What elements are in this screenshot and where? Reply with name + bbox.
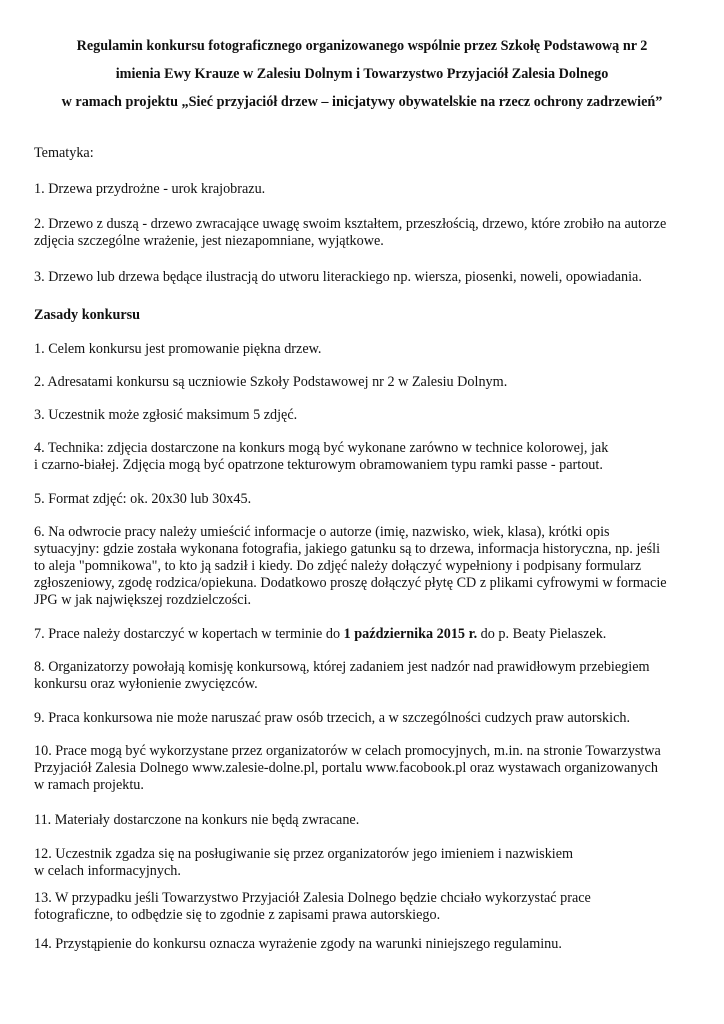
rule-12-line-1: 12. Uczestnik zgadza się na posługiwanie się przez organizatorów jego imieniem i nazwiskiem (34, 846, 574, 862)
rule-2: 2. Adresatami konkursu są uczniowie Szkoły Podstawowej nr 2 w Zalesiu Dolnym. (34, 374, 508, 390)
rule-6-line-4: zgłoszeniowy, zgodę rodzica/opiekuna. Dodatkowo proszę dołączyć płytę CD z plikami cyfrowymi w formacie (34, 575, 667, 591)
rule-6-line-1: 6. Na odwrocie pracy należy umieścić informacje o autorze (imię, nazwisko, wiek, klasa), krótki opis (34, 524, 610, 540)
rule-6 (34, 524, 704, 609)
rule-10-line-2: Przyjaciół Zalesia Dolnego www.zalesie-dolne.pl, portalu www.facobook.pl oraz wystawach organizowanych (34, 760, 658, 776)
rule-6-line-3: to aleja "pomnikowa", to kto ją sadził i kiedy. Do zdjęć należy dołączyć wypełniony i podpisany formularz (34, 558, 642, 574)
rule-12 (34, 846, 704, 880)
rule-7-text-start: 7. Prace należy dostarczyć w kopertach w terminie do (34, 626, 344, 642)
topic-item-2 (34, 216, 704, 250)
rule-11: 11. Materiały dostarczone na konkurs nie będą zwracane. (34, 812, 360, 828)
rule-4 (34, 440, 704, 474)
rule-14: 14. Przystąpienie do konkursu oznacza wyrażenie zgody na warunki niniejszego regulaminu. (34, 936, 562, 952)
rule-13-line-2: fotograficzne, to odbędzie się to zgodnie z zapisami prawa autorskiego. (34, 907, 441, 923)
rule-12-line-2: w celach informacyjnych. (34, 863, 181, 879)
rule-1: 1. Celem konkursu jest promowanie piękna drzew. (34, 341, 322, 357)
rule-10-line-1: 10. Prace mogą być wykorzystane przez organizatorów w celach promocyjnych, m.in. na stronie Towarzystwa (34, 743, 661, 759)
rule-7-deadline: 1 października 2015 r. (343, 626, 478, 642)
rule-13-line-1: 13. W przypadku jeśli Towarzystwo Przyjaciół Zalesia Dolnego będzie chciało wykorzystać prace (34, 890, 591, 906)
rule-8-line-2: konkursu oraz wyłonienie zwycięzców. (34, 676, 258, 692)
rule-6-line-2: sytuacyjny: gdzie została wykonana fotografia, jakiego gatunku są to drzewa, informacja historyczna, np. jeśli (34, 541, 661, 557)
topic-item-1: 1. Drzewa przydrożne - urok krajobrazu. (34, 181, 266, 197)
rule-10-line-3: w ramach projektu. (34, 777, 144, 793)
topic-item-2-line-1: 2. Drzewo z duszą - drzewo zwracające uwagę swoim kształtem, przeszłością, drzewo, które zrobiło na autorze (34, 216, 667, 232)
rule-3: 3. Uczestnik może zgłosić maksimum 5 zdjęć. (34, 407, 298, 423)
topic-item-2-line-2: zdjęcia szczególne wrażenie, jest niezapomniane, wyjątkowe. (34, 233, 384, 249)
document-title-line-1: Regulamin konkursu fotograficznego organizowanego wspólnie przez Szkołę Podstawową nr 2 (76, 38, 648, 54)
rule-4-line-2: i czarno-białej. Zdjęcia mogą być opatrzone tekturowym obramowaniem typu ramki passe - partout. (34, 457, 603, 473)
rule-7 (34, 626, 704, 643)
document-title-line-3: w ramach projektu „Sieć przyjaciół drzew – inicjatywy obywatelskie na rzecz ochrony zadrzewień” (61, 94, 663, 110)
topic-item-3: 3. Drzewo lub drzewa będące ilustracją do utworu literackiego np. wiersza, piosenki, noweli, opowiadania. (34, 269, 642, 285)
rule-7-text-end: do p. Beaty Pielaszek. (477, 626, 607, 642)
topics-heading: Tematyka: (34, 145, 94, 161)
rule-6-line-5: JPG w jak największej rozdzielczości. (34, 592, 252, 608)
rule-5: 5. Format zdjęć: ok. 20x30 lub 30x45. (34, 491, 252, 507)
rule-13 (34, 890, 704, 924)
rules-heading: Zasady konkursu (34, 307, 141, 323)
rule-4-line-1: 4. Technika: zdjęcia dostarczone na konkurs mogą być wykonane zarówno w technice kolorowej, jak (34, 440, 609, 456)
rule-8 (34, 659, 704, 693)
document-title-line-2: imienia Ewy Krauze w Zalesiu Dolnym i Towarzystwo Przyjaciół Zalesia Dolnego (115, 66, 609, 82)
rule-9: 9. Praca konkursowa nie może naruszać praw osób trzecich, a w szczególności cudzych praw autorskich. (34, 710, 631, 726)
rule-10 (34, 743, 704, 794)
rule-8-line-1: 8. Organizatorzy powołają komisję konkursową, której zadaniem jest nadzór nad prawidłowym przebiegiem (34, 659, 650, 675)
